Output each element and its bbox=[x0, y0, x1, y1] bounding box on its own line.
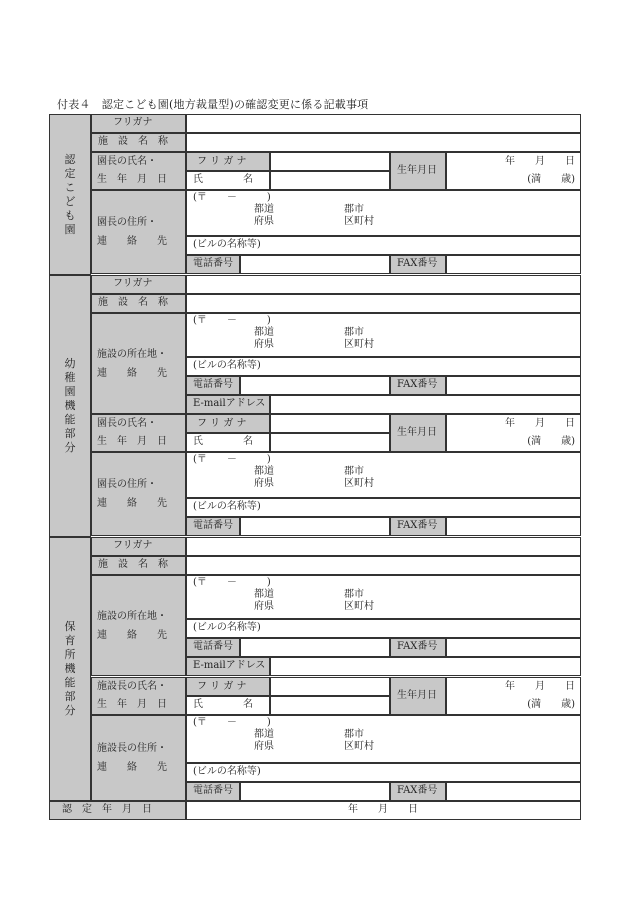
youchien-head-address-label-line2: 連 絡 先 bbox=[97, 498, 167, 509]
youchien-head-building-label: (ビルの名称等) bbox=[193, 501, 261, 512]
birthdate-label: 生年月日 bbox=[397, 427, 437, 438]
furigana-input[interactable] bbox=[186, 275, 581, 294]
facility-name-input[interactable] bbox=[186, 556, 581, 575]
head-name-input[interactable] bbox=[270, 171, 390, 190]
hoikusho-facility-building-label: (ビルの名称等) bbox=[193, 622, 261, 633]
head-name-field-label: 氏 名 bbox=[193, 436, 253, 447]
youchien-facility-pref-fuken: 府県 bbox=[254, 339, 274, 350]
hoikusho-head-city-kuchoson: 区町村 bbox=[344, 741, 374, 752]
head-name-label-line2: 生 年 月 日 bbox=[97, 436, 167, 447]
hoikusho-facility-city-kuchoson: 区町村 bbox=[344, 601, 374, 612]
nintei-head-address-label-cell bbox=[91, 190, 186, 274]
nintei-head-pref-todo: 都道 bbox=[254, 204, 274, 215]
hoikusho-facility-phone-label: 電話番号 bbox=[193, 641, 233, 652]
youchien-head-city-gunshi: 郡市 bbox=[344, 466, 364, 477]
hoikusho-head-fax-label: FAX番号 bbox=[397, 785, 438, 796]
furigana-label: フリガナ bbox=[113, 278, 153, 289]
nintei-head-fax-label: FAX番号 bbox=[397, 258, 438, 269]
head-furigana-input[interactable] bbox=[270, 152, 390, 171]
hoikusho-head-phone-label: 電話番号 bbox=[193, 785, 233, 796]
furigana-label: フリガナ bbox=[113, 540, 153, 551]
youchien-facility-email-label: E-mailアドレス bbox=[193, 398, 266, 409]
hoikusho-head-pref-todo: 都道 bbox=[254, 729, 274, 740]
youchien-facility-address-label-line1: 施設の所在地・ bbox=[97, 348, 167, 360]
youchien-head-address-label-cell bbox=[91, 452, 186, 536]
nintei-head-phone-input[interactable] bbox=[240, 255, 390, 274]
hoikusho-facility-city-gunshi: 郡市 bbox=[344, 589, 364, 600]
youchien-head-address-label-line1: 園長の住所・ bbox=[97, 479, 157, 490]
hoikusho-facility-fax-input[interactable] bbox=[446, 638, 581, 657]
section-youchien-label: 幼 稚 園 機 能 部 分 bbox=[64, 357, 76, 454]
birthdate-ymd: 年 月 日 bbox=[505, 156, 575, 167]
nintei-head-address-label-line2: 連 絡 先 bbox=[97, 236, 167, 247]
approval-date-value: 年 月 日 bbox=[348, 804, 418, 815]
head-name-label-line2: 生 年 月 日 bbox=[97, 174, 167, 185]
hoikusho-head-address-label-cell bbox=[91, 715, 186, 801]
youchien-head-city-kuchoson: 区町村 bbox=[344, 478, 374, 489]
section-hoikusho-label: 保 育 所 機 能 部 分 bbox=[64, 620, 76, 717]
hoikusho-head-address-label-line2: 連 絡 先 bbox=[97, 762, 167, 773]
youchien-facility-fax-input[interactable] bbox=[446, 376, 581, 395]
nintei-head-city-kuchoson: 区町村 bbox=[344, 216, 374, 227]
head-name-label-line1: 園長の氏名・ bbox=[97, 156, 157, 167]
nintei-head-phone-label: 電話番号 bbox=[193, 258, 233, 269]
hoikusho-facility-address-label-cell bbox=[91, 575, 186, 676]
facility-name-label: 施 設 名 称 bbox=[98, 297, 168, 308]
youchien-facility-address-label-cell bbox=[91, 313, 186, 414]
hoikusho-facility-address-label-line2: 連 絡 先 bbox=[97, 629, 167, 641]
head-name-input[interactable] bbox=[270, 696, 390, 715]
approval-date-label: 認 定 年 月 日 bbox=[62, 804, 152, 815]
facility-name-label: 施 設 名 称 bbox=[98, 136, 168, 147]
hoikusho-head-address-label-line1: 施設長の住所・ bbox=[97, 743, 167, 754]
youchien-head-phone-input[interactable] bbox=[240, 517, 390, 536]
hoikusho-facility-pref-todo: 都道 bbox=[254, 589, 274, 600]
youchien-facility-phone-input[interactable] bbox=[240, 376, 390, 395]
birthdate-ymd: 年 月 日 bbox=[505, 418, 575, 429]
hoikusho-head-pref-fuken: 府県 bbox=[254, 741, 274, 752]
head-furigana-input[interactable] bbox=[270, 414, 390, 433]
birthdate-label: 生年月日 bbox=[397, 165, 437, 176]
nintei-head-fax-input[interactable] bbox=[446, 255, 581, 274]
youchien-head-postal-code: (〒 － ) bbox=[193, 454, 271, 465]
youchien-facility-city-kuchoson: 区町村 bbox=[344, 339, 374, 350]
hoikusho-head-postal-code: (〒 － ) bbox=[193, 717, 271, 728]
youchien-head-pref-todo: 都道 bbox=[254, 466, 274, 477]
youchien-head-fax-input[interactable] bbox=[446, 517, 581, 536]
birthdate-age: (満 歳) bbox=[527, 436, 575, 447]
section-nintei-label: 認 定 こ ど も 園 bbox=[64, 152, 76, 236]
head-name-field-label: 氏 名 bbox=[193, 699, 253, 710]
facility-name-input[interactable] bbox=[186, 133, 581, 152]
birthdate-ymd: 年 月 日 bbox=[505, 681, 575, 692]
youchien-facility-building-label: (ビルの名称等) bbox=[193, 360, 261, 371]
hoikusho-facility-email-label: E-mailアドレス bbox=[193, 660, 266, 671]
hoikusho-facility-pref-fuken: 府県 bbox=[254, 601, 274, 612]
nintei-head-pref-fuken: 府県 bbox=[254, 216, 274, 227]
hoikusho-facility-address-label-line1: 施設の所在地・ bbox=[97, 610, 167, 622]
hoikusho-head-building-label: (ビルの名称等) bbox=[193, 766, 261, 777]
head-furigana-label: フ リ ガ ナ bbox=[197, 418, 247, 429]
nintei-head-city-gunshi: 郡市 bbox=[344, 204, 364, 215]
head-furigana-label: フ リ ガ ナ bbox=[197, 681, 247, 692]
head-name-label-line2: 生 年 月 日 bbox=[97, 699, 167, 710]
hoikusho-head-phone-input[interactable] bbox=[240, 782, 390, 801]
form-title: 付表４ 認定こども園(地方裁量型)の確認変更に係る記載事項 bbox=[57, 98, 369, 111]
youchien-facility-pref-todo: 都道 bbox=[254, 327, 274, 338]
youchien-head-pref-fuken: 府県 bbox=[254, 478, 274, 489]
birthdate-age: (満 歳) bbox=[527, 699, 575, 710]
hoikusho-facility-phone-input[interactable] bbox=[240, 638, 390, 657]
youchien-facility-email-input[interactable] bbox=[270, 395, 581, 414]
facility-name-label: 施 設 名 称 bbox=[98, 559, 168, 570]
nintei-head-address-label-line1: 園長の住所・ bbox=[97, 217, 157, 228]
youchien-facility-postal-code: (〒 － ) bbox=[193, 315, 271, 326]
hoikusho-facility-fax-label: FAX番号 bbox=[397, 641, 438, 652]
head-name-label-line1: 園長の氏名・ bbox=[97, 418, 157, 429]
head-name-label-line1: 施設長の氏名・ bbox=[97, 681, 167, 692]
hoikusho-facility-email-input[interactable] bbox=[270, 657, 581, 676]
hoikusho-head-fax-input[interactable] bbox=[446, 782, 581, 801]
youchien-head-phone-label: 電話番号 bbox=[193, 520, 233, 531]
furigana-input[interactable] bbox=[186, 114, 581, 133]
head-name-field-label: 氏 名 bbox=[193, 174, 253, 185]
youchien-facility-phone-label: 電話番号 bbox=[193, 379, 233, 390]
nintei-head-building-label: (ビルの名称等) bbox=[193, 239, 261, 250]
youchien-facility-address-label-line2: 連 絡 先 bbox=[97, 367, 167, 379]
nintei-head-postal-code: (〒 － ) bbox=[193, 192, 271, 203]
furigana-label: フリガナ bbox=[113, 117, 153, 128]
youchien-head-fax-label: FAX番号 bbox=[397, 520, 438, 531]
head-furigana-input[interactable] bbox=[270, 677, 390, 696]
facility-name-input[interactable] bbox=[186, 294, 581, 313]
youchien-facility-fax-label: FAX番号 bbox=[397, 379, 438, 390]
birthdate-label: 生年月日 bbox=[397, 690, 437, 701]
birthdate-age: (満 歳) bbox=[527, 174, 575, 185]
hoikusho-facility-postal-code: (〒 － ) bbox=[193, 577, 271, 588]
head-name-input[interactable] bbox=[270, 433, 390, 452]
head-furigana-label: フ リ ガ ナ bbox=[197, 156, 247, 167]
youchien-facility-city-gunshi: 郡市 bbox=[344, 327, 364, 338]
furigana-input[interactable] bbox=[186, 537, 581, 556]
hoikusho-head-city-gunshi: 郡市 bbox=[344, 729, 364, 740]
